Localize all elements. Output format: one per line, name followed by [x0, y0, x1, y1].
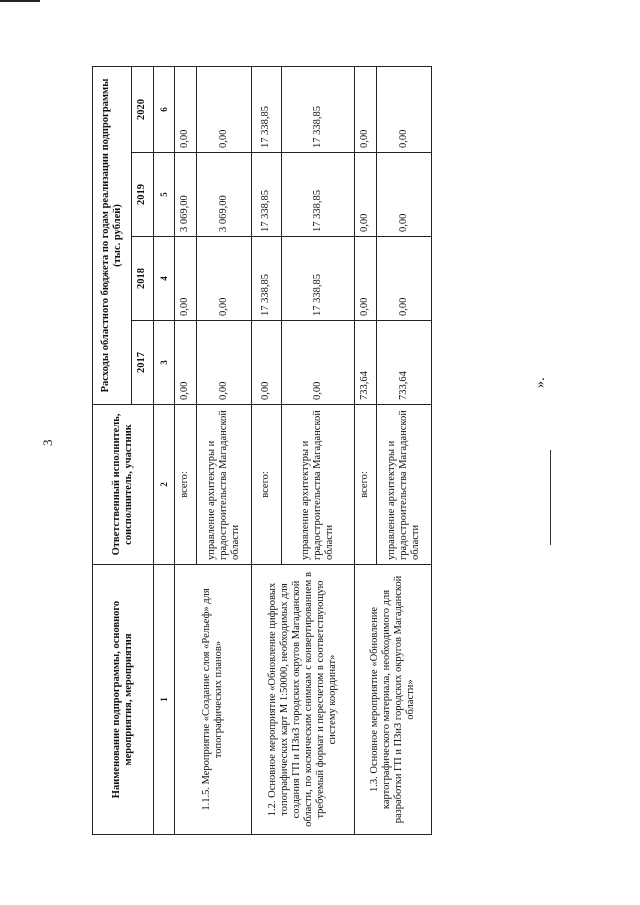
table-row [174, 67, 197, 835]
value-cell: 0,00 [354, 153, 377, 237]
value-cell: 0,00 [174, 321, 197, 405]
value-cell: 0,00 [354, 67, 377, 153]
activity-name: 1.3. Основное мероприятие «Обновление картографического материала, необходимого для разработки ГП и ПЗиЗ городских округов Магаданской области» [354, 565, 431, 835]
budget-table-rotated [92, 67, 432, 835]
executor-cell: управление архитектуры и градостроительства Магаданской области [377, 405, 432, 565]
header-year: 2019 [131, 153, 154, 237]
activity-name: 1.2. Основное мероприятие «Обновление цифровых топографических карт М 1:50000, необходимых для создания ГП и ПЗиЗ городских округов Магаданской области, по космическим снимкам с конвертированием в требуемый формат и пересчетом в соответствующую систему координат» [251, 565, 354, 835]
column-index: 6 [154, 67, 174, 153]
header-year: 2017 [131, 321, 154, 405]
underline-rule [550, 450, 551, 545]
value-cell: 0,00 [377, 237, 432, 321]
column-index: 3 [154, 321, 174, 405]
value-cell: 0,00 [377, 67, 432, 153]
column-index: 5 [154, 153, 174, 237]
value-cell: 3 069,00 [174, 153, 197, 237]
header-year: 2020 [131, 67, 154, 153]
value-cell: 0,00 [174, 67, 197, 153]
value-cell: 17 338,85 [251, 237, 281, 321]
header-year: 2018 [131, 237, 154, 321]
value-cell: 0,00 [197, 237, 252, 321]
value-cell: 17 338,85 [251, 67, 281, 153]
header-name-col: Наименование подпрограммы, основного мероприятия, мероприятия [93, 565, 154, 835]
value-cell: 0,00 [282, 321, 355, 405]
value-cell: 0,00 [354, 237, 377, 321]
table-row [251, 67, 281, 835]
executor-cell: всего: [174, 405, 197, 565]
value-cell: 17 338,85 [282, 237, 355, 321]
column-index: 1 [154, 565, 174, 835]
table-row [354, 67, 377, 835]
header-expenses-col: Расходы областного бюджета по годам реализации подпрограммы (тыс. рублей) [93, 67, 132, 405]
top-rule [0, 0, 40, 2]
value-cell: 0,00 [251, 321, 281, 405]
closing-quote-mark: ». [533, 377, 548, 388]
value-cell: 17 338,85 [282, 153, 355, 237]
header-row-indices [154, 67, 174, 835]
value-cell: 3 069,00 [197, 153, 252, 237]
column-index: 2 [154, 405, 174, 565]
executor-cell: всего: [251, 405, 281, 565]
value-cell: 0,00 [174, 237, 197, 321]
header-row-1 [93, 67, 132, 835]
value-cell: 0,00 [197, 67, 252, 153]
value-cell: 733,64 [354, 321, 377, 405]
executor-cell: управление архитектуры и градостроительства Магаданской области [197, 405, 252, 565]
column-index: 4 [154, 237, 174, 321]
page-number: 3 [40, 439, 55, 446]
value-cell: 17 338,85 [251, 153, 281, 237]
activity-name: 1.1.5. Мероприятие «Создание слоя «Рельеф» для топографических планов» [174, 565, 251, 835]
executor-cell: всего: [354, 405, 377, 565]
value-cell: 733,64 [377, 321, 432, 405]
executor-cell: управление архитектуры и градостроительства Магаданской области [282, 405, 355, 565]
header-executor-col: Ответственный исполнитель, соисполнитель, участник [93, 405, 154, 565]
value-cell: 0,00 [377, 153, 432, 237]
budget-table [92, 66, 432, 835]
value-cell: 0,00 [197, 321, 252, 405]
value-cell: 17 338,85 [282, 67, 355, 153]
